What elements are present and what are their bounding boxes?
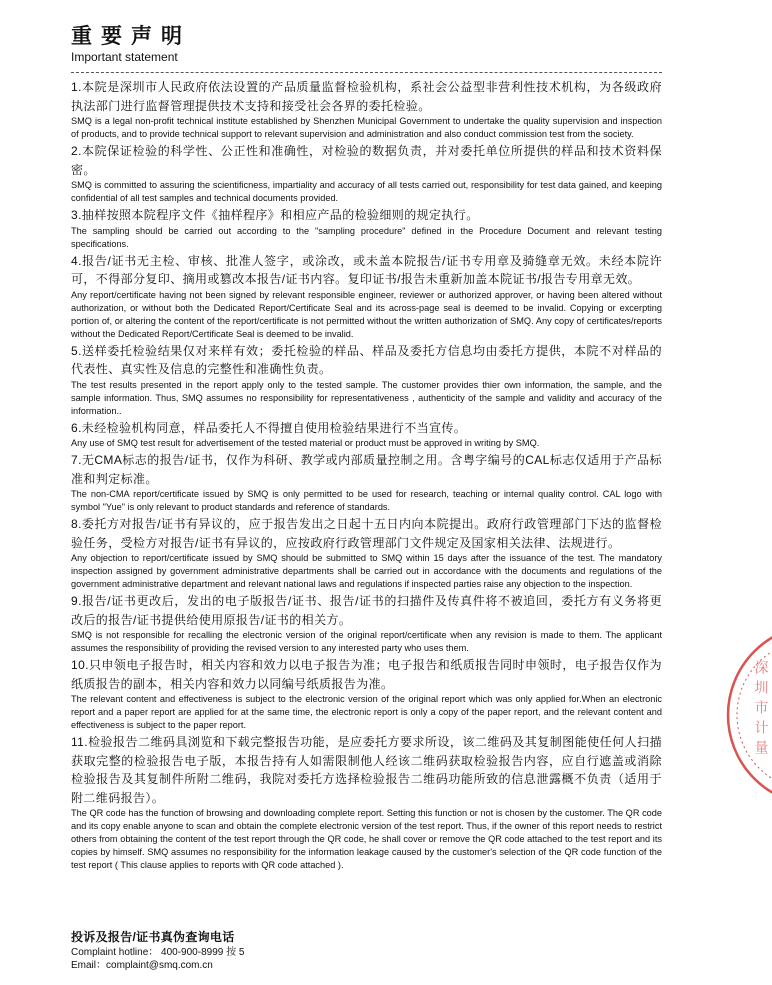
page-title-en: Important statement (71, 50, 178, 64)
statement-item-cn: 11.检验报告二维码具浏览和下载完整报告功能，是应委托方要求所设，该二维码及其复制图能使任何人扫描获取完整的检验报告电子版，本报告持有人如需限制他人经该二维码获取检验报告内容，应自行遮盖或消除检验报告及其复制件所附二维码，我院对委托方选择检验报告二维码功能所致的信息泄露概不负责（适用于附二维码报告）。 (71, 735, 662, 805)
complaint-heading: 投诉及报告/证书真伪查询电话 (71, 930, 235, 944)
statement-item-4 (71, 252, 662, 341)
statement-item-en: The sampling should be carried out according to the "sampling procedure" defined in the Procedure Document and relevant testing specifications. (71, 225, 662, 249)
statement-item-cn: 10.只申领电子报告时，相关内容和效力以电子报告为准；电子报告和纸质报告同时申领时，电子报告仅作为纸质报告的副本，相关内容和效力以同编号纸质报告为准。 (71, 658, 662, 691)
statement-item-cn: 5.送样委托检验结果仅对来样有效；委托检验的样品、样品及委托方信息均由委托方提供，本院不对样品的代表性、真实性及信息的完整性和准确性负责。 (71, 343, 662, 376)
statement-item-en: The QR code has the function of browsing and downloading complete report. Setting this function or not is chosen by the customer. The QR code and its copy enable anyone to scan and obtain the complete electronic version of the test report. Thus, if the owner of this report needs to restrict others from obtaining the content of the test report through the QR code, he shall cover or remove the QR code attached to the test report and its copies by himself. SMQ assumes no responsibility for the information leakage caused by the customer's selection of the QR code function of the test report ( This clause applies to reports with QR code attached ). (71, 808, 662, 870)
statement-item-1 (71, 78, 662, 141)
statement-item-cn: 1.本院是深圳市人民政府依法设置的产品质量监督检验机构，系社会公益型非营利性技术机构，为各级政府执法部门进行监督管理提供技术支持和接受社会各界的委托检验。 (71, 80, 662, 113)
page-title-cn: 重要声明 (71, 25, 191, 48)
statement-item-cn: 2.本院保证检验的科学性、公正性和准确性，对检验的数据负责，并对委托单位所提供的样品和技术资料保密。 (71, 144, 662, 177)
statement-item-2 (71, 142, 662, 205)
statement-item-en: Any objection to report/certificate issued by SMQ should be submitted to SMQ within 15 days after the issuance of the test. The mandatory inspection assigned by government administrative departments shall be carried out in accordance with the documents and regulations of the government administrative department and relevant national laws and regulations if inspected parties raise any objection to the inspection. (71, 553, 662, 589)
statement-item-en: The test results presented in the report apply only to the tested sample. The customer provides thier own information, the sample, and the sample information. Thus, SMQ assumes no responsibility for representativeness , authenticity of the sample and validity and accuracy of the information.. (71, 379, 662, 416)
statement-item-11 (71, 733, 662, 872)
complaint-hotline: Complaint hotline： 400-900-8999 按 5 (71, 947, 245, 958)
dashed-divider (71, 72, 662, 73)
statement-item-cn: 3.抽样按照本院程序文件《抽样程序》和相应产品的检验细则的规定执行。 (71, 208, 479, 222)
statement-item-cn: 6.未经检验机构同意，样品委托人不得擅自使用检验结果进行不当宣传。 (71, 420, 467, 435)
statement-item-en: SMQ is a legal non-profit technical institute established by Shenzhen Municipal Government to undertake the quality supervision and inspection of products, and to provide technical support to relevant supervision and administration and also conduct commission test from the society. (71, 116, 662, 139)
statement-item-en: The relevant content and effectiveness is subject to the electronic version of the original report which was only applied for.When an electronic report and a paper report are applied for at the same time, the electronic report is only a copy of the paper report, and the relevant content and effectiveness is subject to the paper report. (71, 694, 662, 730)
statement-item-7 (71, 451, 662, 514)
statement-item-9 (71, 592, 662, 655)
statement-item-cn: 7.无CMA标志的报告/证书，仅作为科研、教学或内部质量控制之用。含粤字编号的CAL标志仅适用于产品标准和判定标准。 (71, 453, 662, 486)
statement-item-en: Any report/certificate having not been signed by relevant responsible engineer, reviewer or authorized approver, or having been altered without authorization, or without both the Dedicated Report/Certificate Seal and its across-page seal is deemed to be invalid. Copying or excerpting portion of, or altering the content of the report/certificate is not permitted without the written authorization of SMQ. Any copy of certificates/reports without the Dedicated Report/Certificate Seal is deemed to be invalid. (71, 289, 662, 339)
svg-text:深圳市计量: 深圳市计量 (752, 660, 768, 760)
statement-item-3 (71, 206, 662, 251)
statement-item-en: SMQ is committed to assuring the scientificness, impartiality and accuracy of all tests carried out, responsibility for test data gained, and keeping confidential of all test samples and technical documents provided. (71, 180, 662, 203)
statement-item-cn: 4.报告/证书无主检、审核、批准人签字，或涂改，或未盖本院报告/证书专用章及骑缝章无效。未经本院许可，不得部分复印、摘用或篡改本报告/证书内容。复印证书/报告未重新加盖本院证书/报告专用章无效。 (71, 253, 662, 286)
contact-footer (71, 929, 662, 972)
statement-item-en: The non-CMA report/certificate issued by SMQ is only permitted to be used for research, teaching or internal quality control. CAL logo with symbol "Yue" is only relevant to product standards and reference of standards. (71, 489, 662, 512)
statement-item-8 (71, 515, 662, 591)
statement-item-en: SMQ is not responsible for recalling the electronic version of the original report/certificate when any revision is made to them. The applicant assumes the responsibility of providing the revised version to any interested party who uses them. (71, 630, 662, 653)
seal-stamp-icon (738, 620, 772, 810)
statement-item-cn: 8.委托方对报告/证书有异议的，应于报告发出之日起十五日内向本院提出。政府行政管理部门下达的监督检验任务，受检方对报告/证书有异议的，应按政府行政管理部门文件规定及国家相关法律、法规进行。 (71, 517, 662, 550)
statement-item-cn: 9.报告/证书更改后，发出的电子版报告/证书、报告/证书的扫描件及传真件将不被追回，委托方有义务将更改后的报告/证书提供给使用原报告/证书的相关方。 (71, 594, 662, 627)
statement-item-5 (71, 342, 662, 418)
statement-item-en: Any use of SMQ test result for advertisement of the tested material or product must be approved in writing by SMQ. (71, 438, 540, 448)
complaint-email: Email：complaint@smq.com.cn (71, 960, 213, 971)
statement-list (71, 78, 662, 873)
statement-item-6 (71, 419, 662, 451)
statement-item-10 (71, 656, 662, 732)
